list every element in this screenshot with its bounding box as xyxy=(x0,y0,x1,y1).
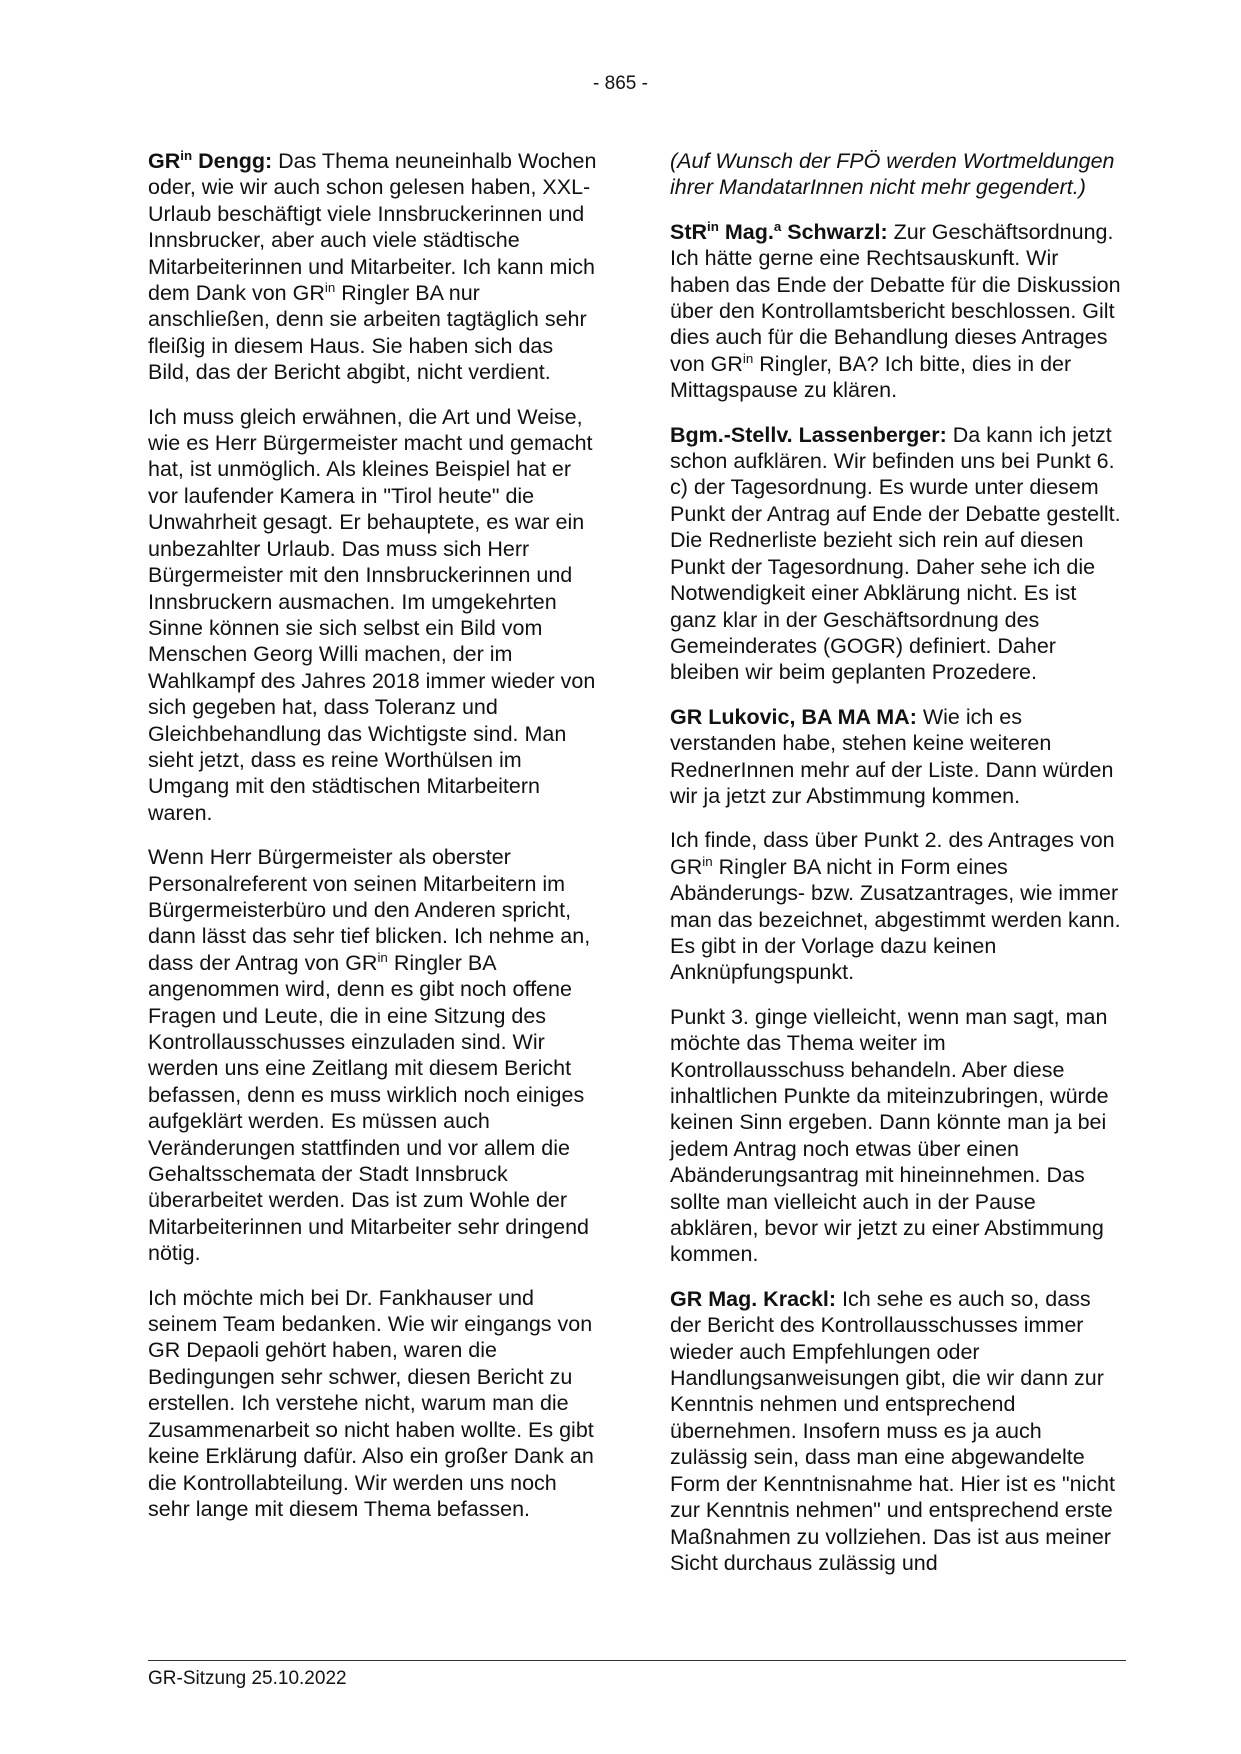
paragraph-text: Ringler BA angenommen wird, denn es gibt noch offene Fragen und Leute, die in eine Sitzung des Kontrollausschusses einzuladen sind. Wir werden uns eine Zeitlang mit diesem Bericht befassen, denn es muss wirklich noch einiges aufgeklärt werden. Es müssen auch Veränderungen stattfinden und vor allem die Gehaltsschemata der Stadt Innsbruck überarbeitet werden. Das ist zum Wohle der Mitarbeiterinnen und Mitarbeiter sehr dringend nötig. xyxy=(148,950,589,1266)
paragraph-punkt-2 xyxy=(670,827,1122,985)
paragraph-schwarzl xyxy=(670,219,1122,404)
speaker-name: Dengg: xyxy=(192,149,273,173)
paragraph-text: Da kann ich jetzt schon aufklären. Wir befinden uns bei Punkt 6. c) der Tagesordnung. Es wurde unter diesem Punkt der Antrag auf Ende der Debatte gestellt. Die Rednerliste bezieht sich rein auf diesen Punkt der Tagesordnung. Daher sehe ich die Notwendigkeit einer Abklärung nicht. Es ist ganz klar in der Geschäftsordnung des Gemeinderates (GOGR) definiert. Daher bleiben wir beim geplanten Prozedere. xyxy=(670,422,1121,685)
paragraph-buergermeister: Ich muss gleich erwähnen, die Art und Weise, wie es Herr Bürgermeister macht und gemacht hat, ist unmöglich. Als kleines Beispiel hat er vor laufender Kamera in "Tirol heute" die Unwahrheit gesagt. Er behauptete, es war ein unbezahlter Urlaub. Das muss sich Herr Bürgermeister mit den Innsbruckerinnen und Innsbruckern ausmachen. Im umgekehrten Sinne können sie sich selbst ein Bild vom Menschen Georg Willi machen, der im Wahlkampf des Jahres 2018 immer wieder von sich gegeben hat, dass Toleranz und Gleichbehandlung das Wichtigste sind. Man sieht jetzt, dass es reine Worthülsen im Umgang mit den städtischen Mitarbeitern waren. xyxy=(148,404,596,825)
speaker-title: GR xyxy=(148,149,181,173)
title-suffix: in xyxy=(377,949,388,965)
speaker-lukovic: GR Lukovic, BA MA MA: xyxy=(670,704,917,729)
paragraph-dengg xyxy=(148,148,600,386)
speaker-title: StR xyxy=(670,219,708,244)
speaker-krackl: GR Mag. Krackl: xyxy=(670,1286,837,1311)
paragraph-lassenberger xyxy=(670,422,1122,686)
paragraph-text: Ich sehe es auch so, dass der Bericht des Kontrollausschusses immer wieder auch Empfehlungen oder Handlungsanweisungen gibt, die wir dann zur Kenntnis nehmen und entsprechend übernehmen. Insofern muss es ja auch zulässig sein, dass man eine abgewandelte Form der Kenntnisnahme hat. Hier ist es "nicht zur Kenntnis nehmen" und entsprechend erste Maßnahmen zu vollziehen. Das ist aus meiner Sicht durchaus zulässig und xyxy=(670,1286,1115,1575)
paragraph-text: Ringler BA nur anschließen, denn sie arbeiten tagtäglich sehr fleißig in diesem Haus. Sie haben sich das Bild, das der Bericht abgibt, nicht verdient. xyxy=(148,281,587,385)
page-number: - 865 - xyxy=(593,73,648,94)
paragraph-fankhauser: Ich möchte mich bei Dr. Fankhauser und seinem Team bedanken. Wie wir eingangs von GR Depaoli gehört haben, waren die Bedingungen sehr schwer, diesen Bericht zu erstellen. Ich verstehe nicht, warum man die Zusammenarbeit so nicht haben wollte. Es gibt keine Erklärung dafür. Also ein großer Dank an die Kontrollabteilung. Wir werden uns noch sehr lange mit diesem Thema befassen. xyxy=(148,1285,594,1521)
paragraph-text: Wie ich es verstanden habe, stehen keine weiteren RednerInnen mehr auf der Liste. Dann würden wir ja jetzt zur Abstimmung kommen. xyxy=(670,704,1114,808)
left-column xyxy=(148,148,600,1540)
right-column xyxy=(670,148,1122,1594)
title-suffix: in xyxy=(742,350,754,366)
speaker-title-suffix: in xyxy=(180,147,193,163)
paragraph-text: Wenn Herr Bürgermeister als oberster Personalreferent von seinen Mitarbeitern im Bürgermeisterbüro und den Anderen spricht, dann lässt das sehr tief blicken. Ich nehme an, dass der Antrag von GR xyxy=(148,845,591,975)
speaker-degree: Mag. xyxy=(718,219,774,244)
speaker-degree-suffix: a xyxy=(773,218,782,234)
speaker-schwarzl xyxy=(670,220,888,244)
speaker-lassenberger: Bgm.-Stellv. Lassenberger: xyxy=(670,422,947,447)
paragraph-punkt-3: Punkt 3. ginge vielleicht, wenn man sagt, man möchte das Thema weiter im Kontrollausschuss behandeln. Aber diese inhaltlichen Punkte da miteinzubringen, würde keinen Sinn ergeben. Dann könnte man ja bei jedem Antrag noch etwas über einen Abänderungsantrag mit hineinnehmen. Das sollte man vielleicht auch in der Pause abklären, bevor wir jetzt zu einer Abstimmung kommen. xyxy=(670,1004,1109,1267)
paragraph-personalreferent xyxy=(148,844,600,1267)
editorial-note: (Auf Wunsch der FPÖ werden Wortmeldungen ihrer MandatarInnen nicht mehr gegendert.) xyxy=(670,149,1115,200)
footer-session-date: GR-Sitzung 25.10.2022 xyxy=(148,1668,347,1689)
paragraph-lukovic xyxy=(670,704,1122,810)
paragraph-text: Ringler BA nicht in Form eines Abänderungs- bzw. Zusatzantrages, wie immer man das bezeichnet, abgestimmt werden kann. Es gibt in der Vorlage dazu keinen Anknüpfungspunkt. xyxy=(670,854,1121,985)
paragraph-krackl xyxy=(670,1286,1122,1576)
paragraph-text: Ringler, BA? Ich bitte, dies in der Mittagspause zu klären. xyxy=(670,351,1072,403)
title-suffix: in xyxy=(702,853,713,869)
footer-divider xyxy=(148,1660,1126,1661)
speaker-title-suffix: in xyxy=(707,218,719,234)
paragraph-text: Das Thema neuneinhalb Wochen oder, wie wir auch schon gelesen haben, XXL-Urlaub beschäftigt viele Innsbruckerinnen und Innsbrucker, aber auch viele städtische Mitarbeiterinnen und Mitarbeiter. Ich kann mich dem Dank von GR xyxy=(148,149,597,306)
speaker-dengg xyxy=(148,149,272,173)
speaker-name: Schwarzl: xyxy=(781,219,888,244)
paragraph-text: Zur Geschäftsordnung. Ich hätte gerne eine Rechtsauskunft. Wir haben das Ende der Debatte für die Diskussion über den Kontrollamtsbericht beschlossen. Gilt dies auch für die Behandlung dieses Antrages von GR xyxy=(670,219,1121,376)
title-suffix: in xyxy=(324,279,336,295)
paragraph-text: Ich finde, dass über Punkt 2. des Antrages von GR xyxy=(670,828,1115,879)
